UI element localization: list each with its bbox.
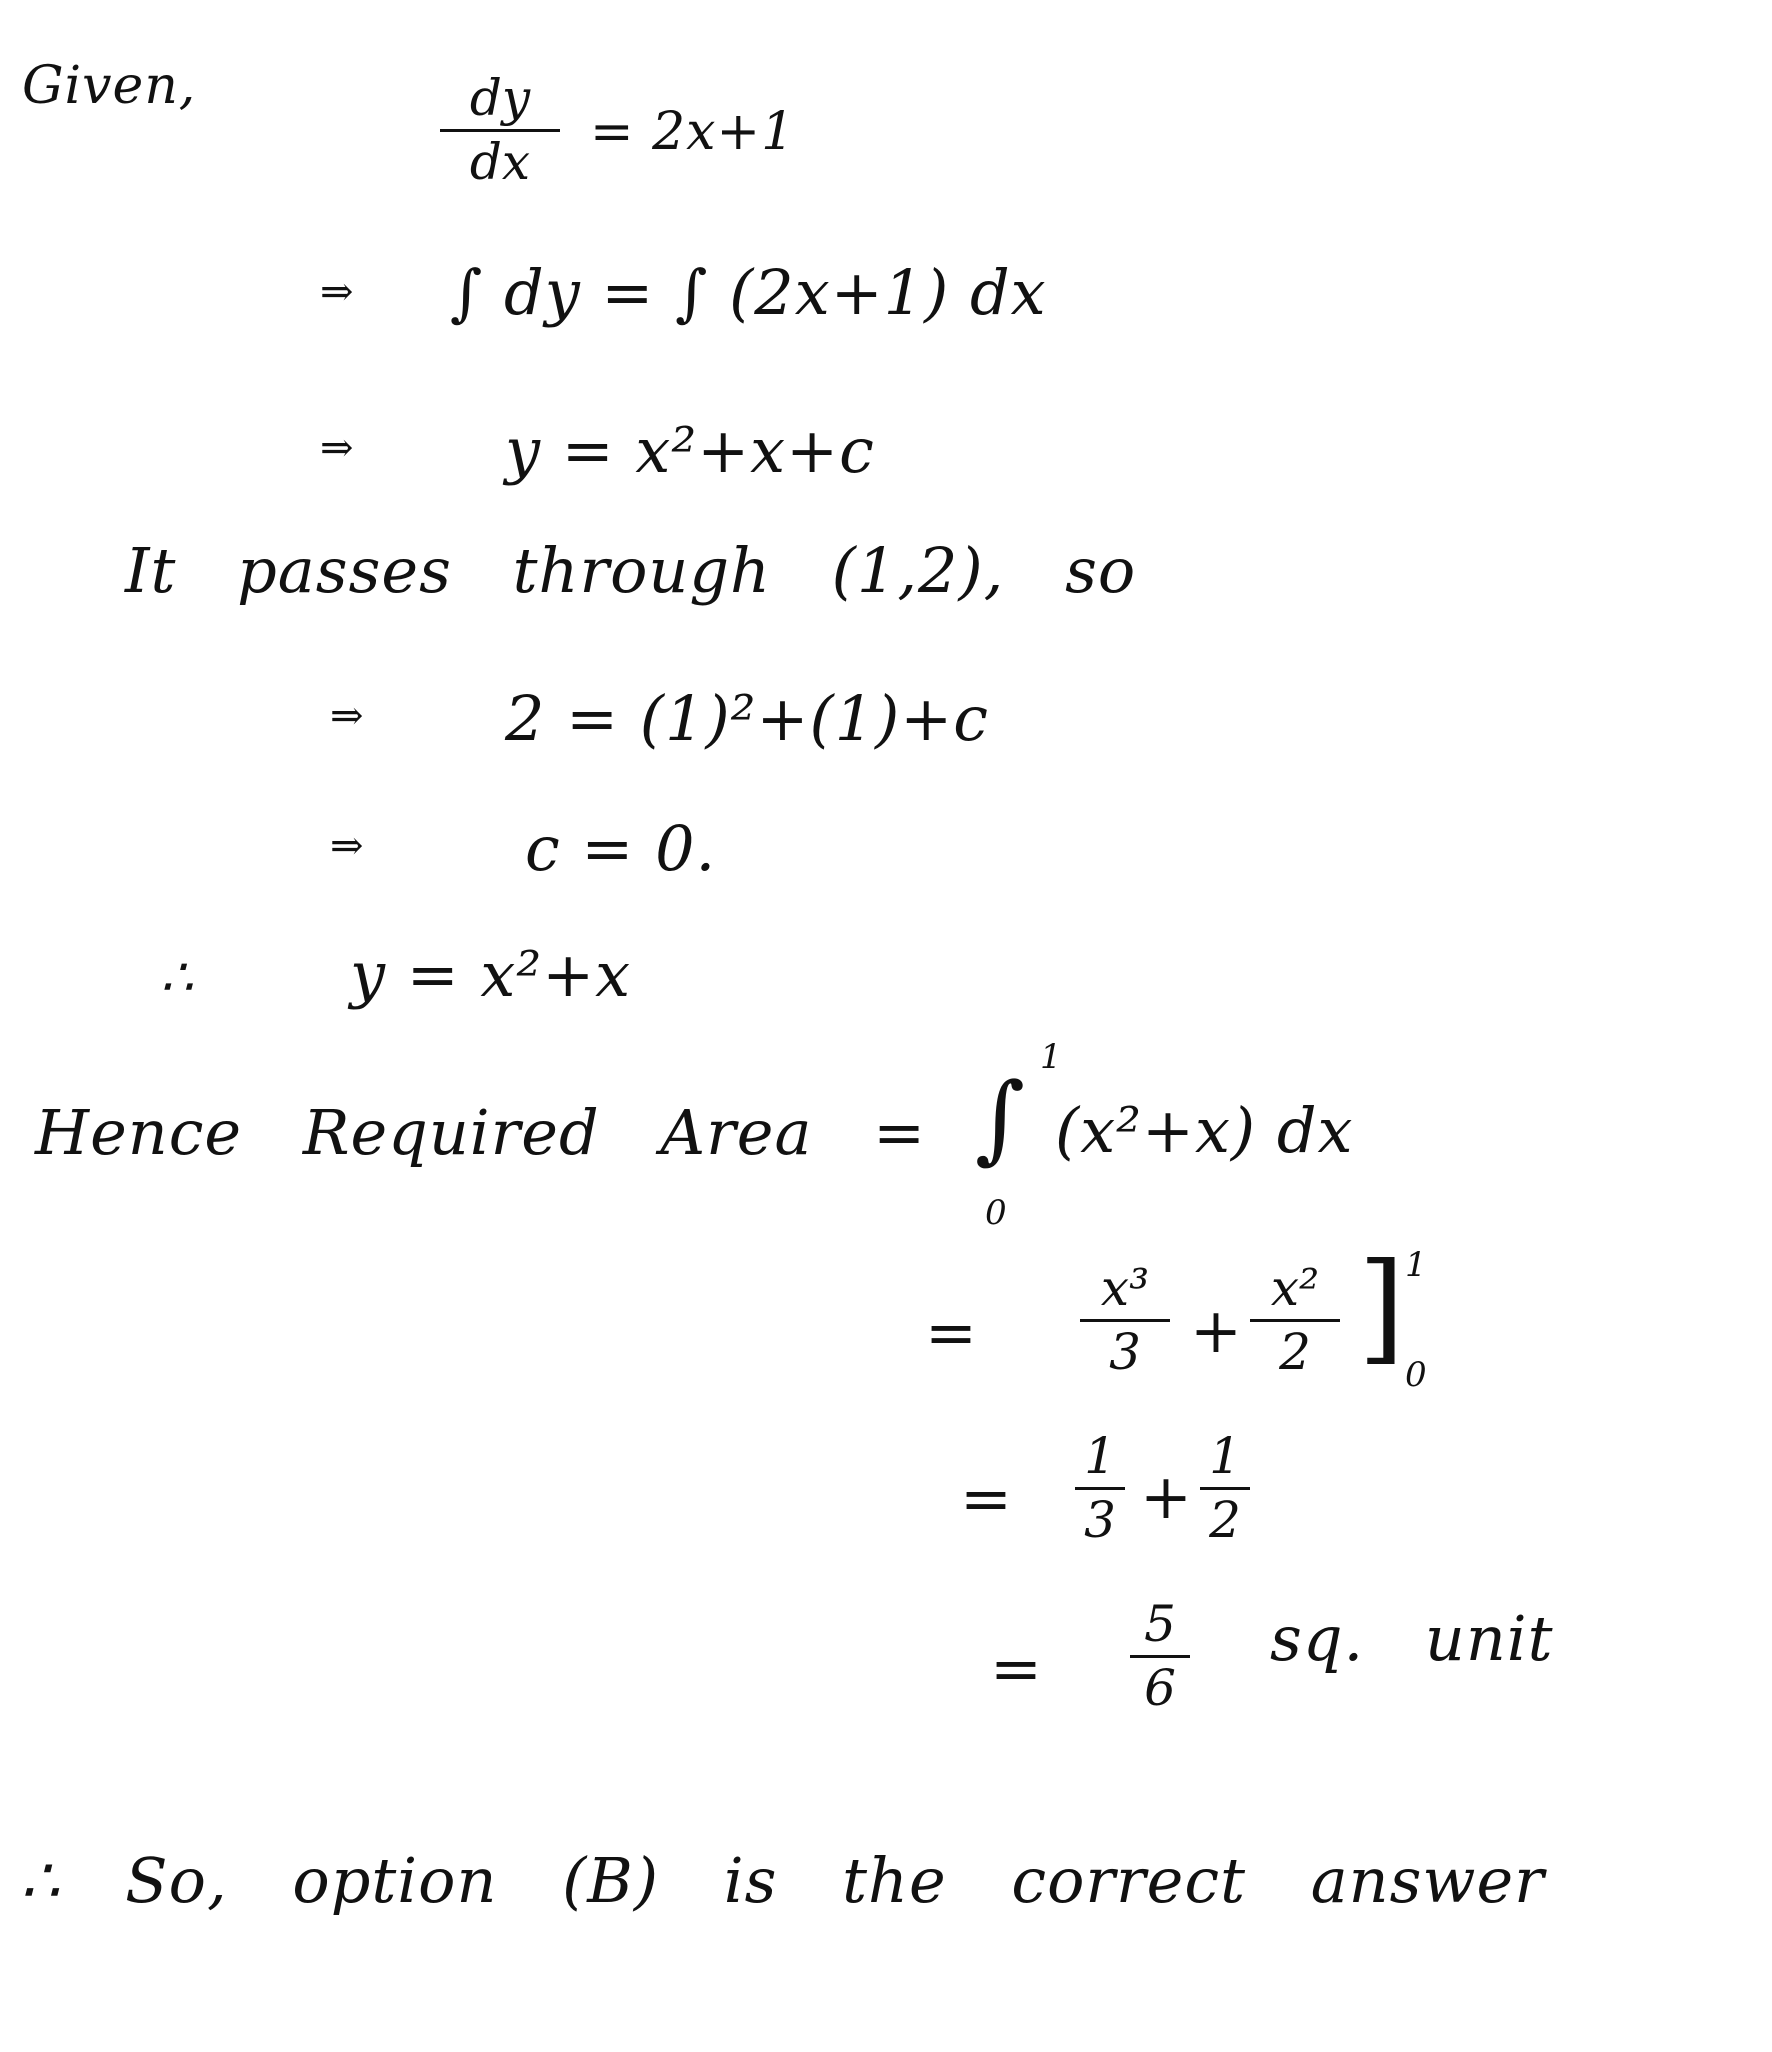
equation-1-rhs: = 2x+1 (590, 102, 796, 162)
implies-arrow-3: ⇒ (330, 693, 365, 739)
derivative-fraction (440, 69, 560, 191)
fraction-numerator: x² (1270, 1259, 1320, 1317)
equation-8-equals: = (960, 1462, 1013, 1535)
implies-arrow-1: ⇒ (320, 269, 355, 315)
fraction-bar (1080, 1319, 1170, 1322)
fraction-one-third (1075, 1427, 1125, 1549)
equation-7-equals: = (925, 1296, 978, 1369)
derivative-numerator: dy (469, 69, 531, 127)
equation-5: c = 0. (525, 812, 717, 885)
fraction-bar (1130, 1655, 1190, 1658)
fraction-denominator: 2 (1279, 1322, 1311, 1381)
fraction-numerator: 5 (1144, 1595, 1176, 1653)
integral-sign: ∫ (975, 1062, 1027, 1174)
fraction-denominator: 3 (1109, 1322, 1141, 1381)
fraction-numerator: 1 (1084, 1427, 1116, 1485)
evaluation-lower-limit: 0 (1405, 1355, 1428, 1395)
fraction-x-squared-over-2 (1250, 1259, 1340, 1381)
fraction-bar (440, 129, 560, 132)
equation-7-plus: + (1190, 1294, 1243, 1367)
equation-6: y = x²+x (350, 938, 632, 1011)
fraction-x-cubed-over-3 (1080, 1259, 1170, 1381)
integral-upper-limit: 1 (1040, 1037, 1063, 1077)
evaluation-upper-limit: 1 (1405, 1245, 1428, 1285)
equation-8-plus: + (1140, 1460, 1193, 1533)
fraction-denominator: 6 (1144, 1658, 1176, 1717)
conclusion-line: ∴ So, option (B) is the correct answer (20, 1844, 1545, 1917)
fraction-five-sixths (1130, 1595, 1190, 1717)
equation-2: ∫ dy = ∫ (2x+1) dx (450, 256, 1047, 329)
implies-arrow-4: ⇒ (330, 823, 365, 869)
passes-through-line: It passes through (1,2), so (125, 534, 1137, 607)
area-unit-label: sq. unit (1270, 1602, 1554, 1675)
equation-4: 2 = (1)²+(1)+c (505, 682, 989, 755)
fraction-bar (1075, 1487, 1125, 1490)
fraction-denominator: 2 (1209, 1490, 1241, 1549)
given-label: Given, (22, 56, 197, 116)
fraction-bar (1200, 1487, 1250, 1490)
evaluation-bracket: ] (1358, 1238, 1406, 1377)
derivative-denominator: dx (469, 132, 531, 191)
equation-3: y = x²+x+c (505, 414, 875, 487)
fraction-bar (1250, 1319, 1340, 1322)
fraction-numerator: 1 (1209, 1427, 1241, 1485)
fraction-numerator: x³ (1100, 1259, 1150, 1317)
integral-lower-limit: 0 (985, 1193, 1008, 1233)
integral-integrand: (x²+x) dx (1055, 1094, 1354, 1167)
fraction-denominator: 3 (1084, 1490, 1116, 1549)
implies-arrow-2: ⇒ (320, 425, 355, 471)
equation-9-equals: = (990, 1632, 1043, 1705)
therefore-symbol-1: ∴ (160, 948, 195, 1008)
fraction-one-half (1200, 1427, 1250, 1549)
hence-area-label: Hence Required Area = (35, 1096, 927, 1169)
